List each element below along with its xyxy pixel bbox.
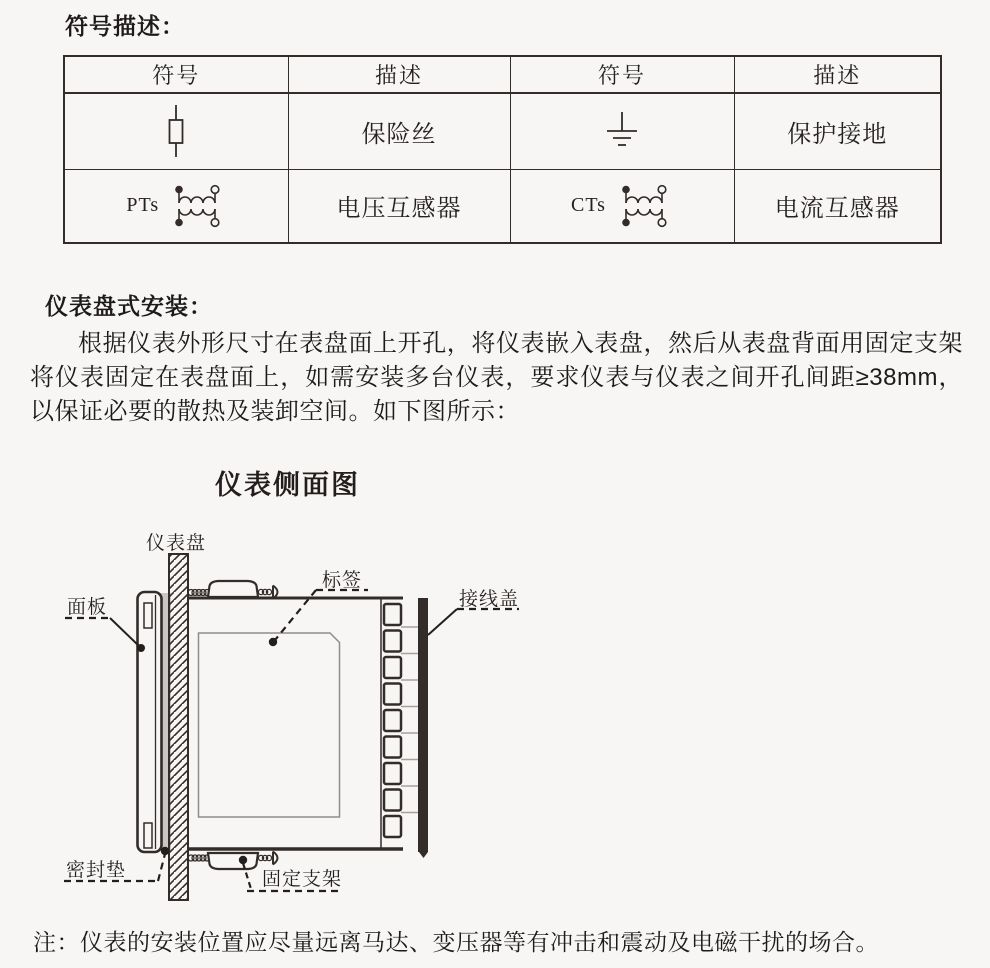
- table-header-row: [64, 56, 941, 93]
- terminal-block: [384, 604, 401, 837]
- front-panel-dot: [137, 644, 145, 652]
- label-front-panel: 面板: [67, 597, 108, 618]
- label-terminal-cover: 接线盖: [459, 589, 520, 610]
- fixing-bracket-top: [188, 581, 278, 599]
- desc-cell: 保护接地: [734, 93, 941, 169]
- pt-winding-icon: [168, 180, 226, 232]
- label-tag: 标签: [322, 570, 363, 591]
- label-plate: [199, 633, 340, 817]
- desc-cell: 电压互感器: [288, 169, 510, 243]
- install-section-title: 仪表盘式安装：: [45, 293, 213, 319]
- symbol-table: [63, 55, 942, 244]
- fixing-bracket-bottom: [188, 852, 278, 870]
- table-row: [64, 169, 941, 243]
- terminal-cover-bar: [418, 598, 428, 852]
- gasket-dot: [161, 847, 169, 855]
- label-bracket: 固定支架: [262, 869, 343, 890]
- desc-cell: 电流互感器: [734, 169, 941, 243]
- symbol-section-title: 符号描述：: [65, 13, 185, 39]
- fuse-symbol-cell: [66, 102, 287, 160]
- ct-symbol-cell: [512, 180, 733, 232]
- tag-dot: [269, 638, 277, 646]
- front-panel-bezel: [138, 592, 162, 852]
- bezel-clip-top: [144, 603, 152, 628]
- gasket-leader: [158, 854, 165, 881]
- ground-symbol-cell: [512, 110, 733, 152]
- ct-winding-icon: [615, 180, 673, 232]
- bezel-clip-bottom: [144, 823, 152, 848]
- meter-side-view-diagram: [30, 520, 546, 916]
- fuse-icon: [154, 102, 198, 160]
- diagram-title: 仪表侧面图: [215, 470, 360, 500]
- terminal-cover-leader: [428, 609, 457, 635]
- earth-ground-icon: [600, 110, 644, 152]
- label-panel-wall: 仪表盘: [146, 533, 207, 554]
- col-header-desc-2: 描述: [734, 56, 941, 93]
- table-row: [64, 93, 941, 169]
- footnote: 注：仪表的安装位置应尽量远离马达、变压器等有冲击和震动及电磁干扰的场合。: [33, 929, 879, 955]
- front-panel-leader: [110, 618, 139, 646]
- ct-label: CTs: [571, 194, 606, 217]
- terminal-cover-tip: [419, 852, 428, 858]
- col-header-symbol-1: 符号: [64, 56, 288, 93]
- pt-symbol-cell: [66, 180, 287, 232]
- terminal-screw-lines: [401, 627, 418, 813]
- label-gasket: 密封垫: [66, 860, 127, 881]
- pt-label: PTs: [126, 194, 160, 217]
- desc-cell: 保险丝: [288, 93, 510, 169]
- panel-wall: [169, 554, 188, 900]
- col-header-symbol-2: 符号: [510, 56, 734, 93]
- bracket-dot: [239, 856, 247, 864]
- col-header-desc-1: 描述: [288, 56, 510, 93]
- install-paragraph: 根据仪表外形尺寸在表盘面上开孔，将仪表嵌入表盘，然后从表盘背面用固定支架将仪表固定在表盘面上，如需安装多台仪表，要求仪表与仪表之间开孔间距≥38mm，以保证必要的散热及装卸空间。如下图所示：: [30, 330, 963, 425]
